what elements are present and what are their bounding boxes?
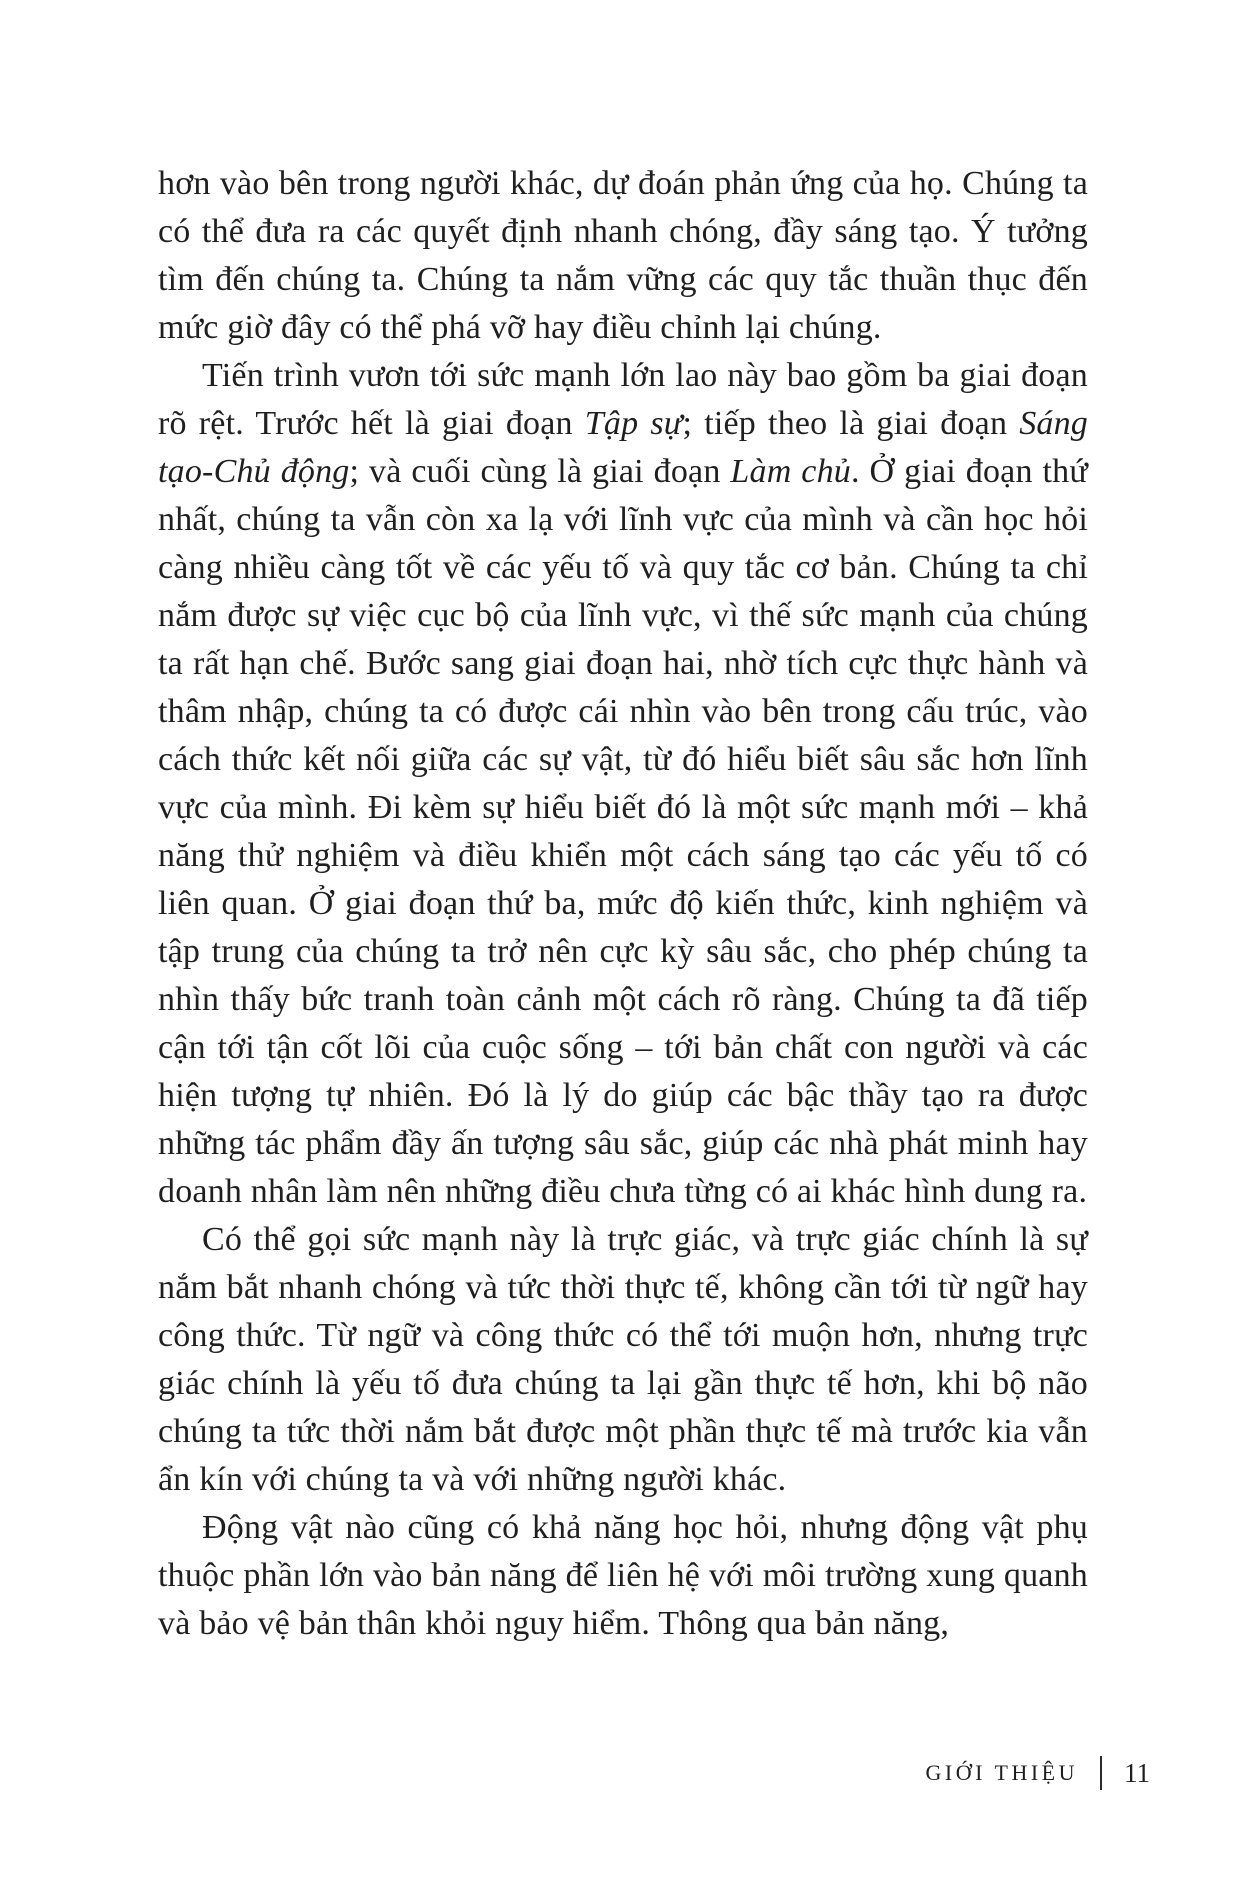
paragraph	[158, 160, 1088, 352]
italic-phrase: Sáng tạo-Chủ động	[158, 405, 1089, 490]
italic-phrase: Tập sự	[584, 405, 683, 442]
page-footer	[925, 1756, 1150, 1790]
footer-section-title: GIỚI THIỆU	[925, 1760, 1078, 1785]
footer-page-number: 11	[1124, 1757, 1150, 1788]
body-text	[158, 160, 1088, 1648]
text-segment: Có thể gọi sức mạnh này là trực giác, và trực giác chính là sự nắm bắt nhanh chóng và tức thời thực tế, không cần tới từ ngữ hay công thức. Từ ngữ và công thức có thể tới muộn hơn, nhưng trực giác chính là yếu tố đưa chúng ta lại gần thực tế hơn, khi bộ não chúng ta tức thời nắm bắt được một phần thực tế mà trước kia vẫn ẩn kín với chúng ta và với những người khác.	[158, 1221, 1088, 1498]
text-segment: ; tiếp theo là giai đoạn	[682, 405, 1020, 442]
text-segment: ; và cuối cùng là giai đoạn	[349, 453, 731, 490]
text-segment: . Ở giai đoạn thứ nhất, chúng ta vẫn còn xa lạ với lĩnh vực của mình và cần học hỏi càng nhiều càng tốt về các yếu tố và quy tắc cơ bản. Chúng ta chỉ nắm được sự việc cục bộ của lĩnh vực, vì thế sức mạnh của chúng ta rất hạn chế. Bước sang giai đoạn hai, nhờ tích cực thực hành và thâm nhập, chúng ta có được cái nhìn vào bên trong cấu trúc, vào cách thức kết nối giữa các sự vật, từ đó hiểu biết sâu sắc hơn lĩnh vực của mình. Đi kèm sự hiểu biết đó là một sức mạnh mới – khả năng thử nghiệm và điều khiển một cách sáng tạo các yếu tố có liên quan. Ở giai đoạn thứ ba, mức độ kiến thức, kinh nghiệm và tập trung của chúng ta trở nên cực kỳ sâu sắc, cho phép chúng ta nhìn thấy bức tranh toàn cảnh một cách rõ ràng. Chúng ta đã tiếp cận tới tận cốt lõi của cuộc sống – tới bản chất con người và các hiện tượng tự nhiên. Đó là lý do giúp các bậc thầy tạo ra được những tác phẩm đầy ấn tượng sâu sắc, giúp các nhà phát minh hay doanh nhân làm nên những điều chưa từng có ai khác hình dung ra.	[158, 453, 1088, 1210]
paragraph	[158, 1504, 1088, 1648]
footer-divider	[1100, 1756, 1102, 1790]
text-segment: hơn vào bên trong người khác, dự đoán phản ứng của họ. Chúng ta có thể đưa ra các quyết định nhanh chóng, đầy sáng tạo. Ý tưởng tìm đến chúng ta. Chúng ta nắm vững các quy tắc thuần thục đến mức giờ đây có thể phá vỡ hay điều chỉnh lại chúng.	[158, 165, 1088, 346]
text-segment: Tiến trình vươn tới sức mạnh lớn lao này bao gồm ba giai đoạn rõ rệt. Trước hết là giai đoạn	[158, 357, 1088, 442]
paragraph	[158, 1216, 1088, 1504]
italic-phrase: Làm chủ	[730, 453, 851, 490]
paragraph	[158, 352, 1088, 1216]
text-segment: Động vật nào cũng có khả năng học hỏi, nhưng động vật phụ thuộc phần lớn vào bản năng để liên hệ với môi trường xung quanh và bảo vệ bản thân khỏi nguy hiểm. Thông qua bản năng,	[158, 1509, 1088, 1642]
